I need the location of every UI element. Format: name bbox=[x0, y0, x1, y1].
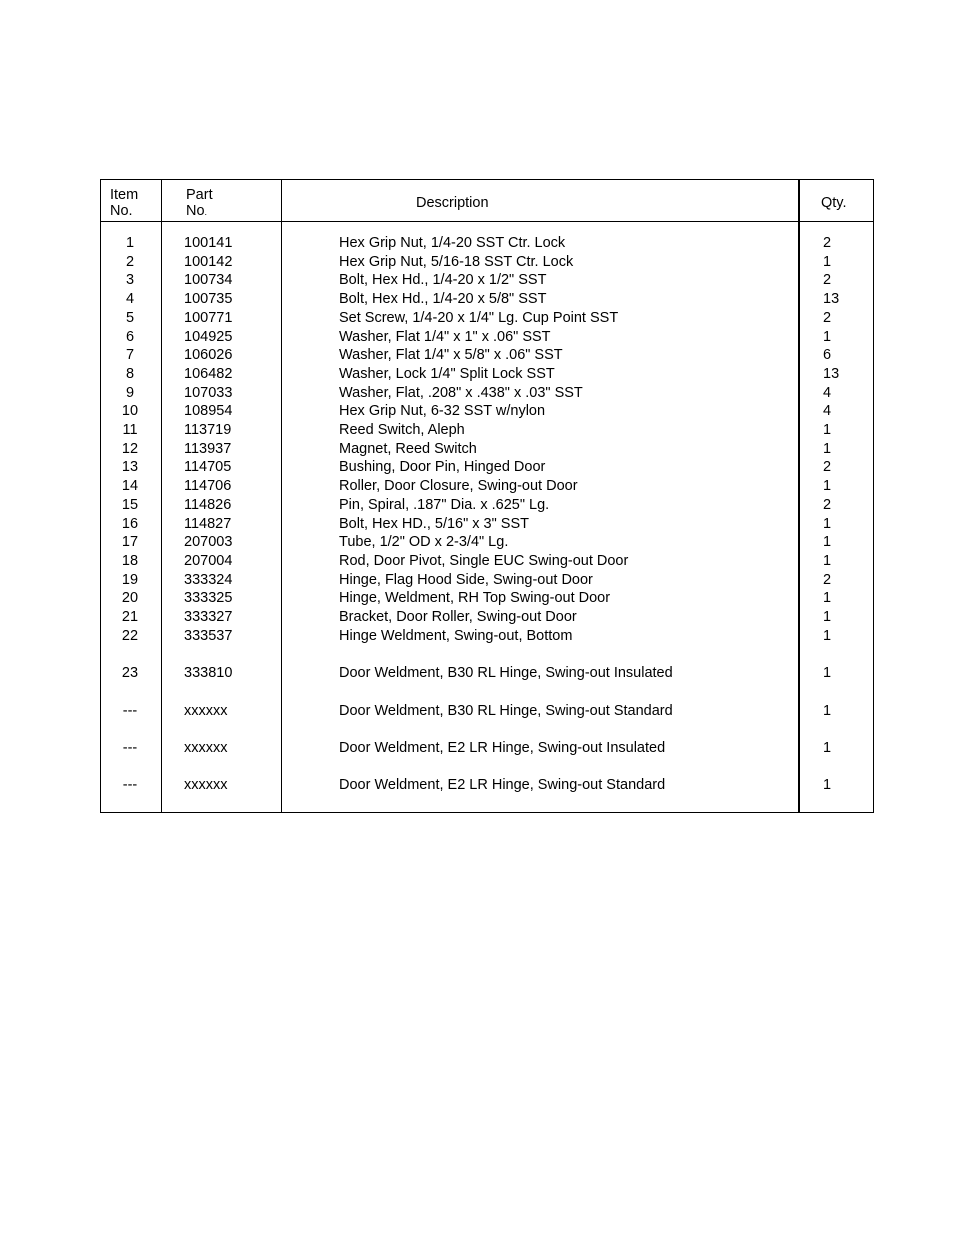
cell-item-no: 11 bbox=[122, 422, 138, 438]
cell-item-no: 5 bbox=[125, 309, 135, 326]
cell-qty: 1 bbox=[823, 328, 832, 345]
cell-qty: 13 bbox=[823, 291, 840, 308]
cell-description: Hinge, Flag Hood Side, Swing-out Door bbox=[339, 571, 593, 588]
table-row bbox=[101, 271, 873, 290]
cell-qty: 1 bbox=[823, 590, 832, 607]
table-row bbox=[101, 571, 873, 590]
cell-part-no: 114827 bbox=[184, 515, 232, 532]
cell-part-no: 207003 bbox=[184, 534, 233, 551]
cell-description: Bolt, Hex Hd., 1/4-20 x 5/8" SST bbox=[339, 291, 547, 308]
header-item-line2: No. bbox=[110, 203, 133, 219]
cell-description: Washer, Flat, .208" x .438" x .03" SST bbox=[339, 384, 583, 401]
cell-part-no: xxxxxx bbox=[184, 702, 228, 719]
cell-item-no: 10 bbox=[121, 403, 139, 420]
cell-part-no: 100734 bbox=[184, 272, 233, 289]
table-row bbox=[101, 627, 873, 646]
cell-qty: 2 bbox=[823, 571, 832, 588]
cell-item-no: 9 bbox=[125, 384, 135, 401]
cell-part-no: 333537 bbox=[184, 627, 233, 644]
cell-qty: 1 bbox=[823, 478, 832, 495]
cell-description: Tube, 1/2" OD x 2-3/4" Lg. bbox=[339, 534, 509, 551]
table-row bbox=[101, 776, 873, 795]
table-row bbox=[101, 309, 873, 328]
cell-item-no: 15 bbox=[121, 496, 139, 513]
cell-description: Hex Grip Nut, 1/4-20 SST Ctr. Lock bbox=[339, 235, 566, 251]
cell-description: Door Weldment, E2 LR Hinge, Swing-out Insulated bbox=[339, 739, 666, 756]
cell-item-no: 18 bbox=[121, 552, 139, 569]
cell-qty: 1 bbox=[823, 552, 832, 569]
cell-qty: 6 bbox=[823, 347, 832, 364]
table-row bbox=[101, 421, 873, 440]
cell-part-no: 107033 bbox=[184, 384, 233, 401]
table-row bbox=[101, 515, 873, 534]
table-row bbox=[101, 365, 873, 384]
header-part-line1: Part bbox=[186, 187, 213, 203]
header-part-no-dot: . bbox=[204, 207, 208, 217]
cell-item-no: 19 bbox=[121, 571, 139, 588]
cell-qty: 2 bbox=[823, 272, 832, 289]
cell-qty: 1 bbox=[823, 534, 832, 551]
cell-description: Magnet, Reed Switch bbox=[339, 440, 477, 457]
cell-item-no: --- bbox=[122, 777, 138, 794]
cell-part-no: 114826 bbox=[184, 496, 232, 513]
cell-description: Reed Switch, Aleph bbox=[339, 422, 465, 438]
cell-item-no: --- bbox=[122, 739, 138, 756]
cell-part-no: xxxxxx bbox=[184, 777, 228, 794]
cell-part-no: 100141 bbox=[184, 235, 233, 251]
parts-list-table bbox=[100, 179, 874, 813]
cell-item-no: 2 bbox=[125, 253, 135, 270]
cell-description: Washer, Flat 1/4" x 5/8" x .06" SST bbox=[339, 347, 563, 364]
cell-description: Bolt, Hex Hd., 1/4-20 x 1/2" SST bbox=[339, 272, 547, 289]
table-row bbox=[101, 234, 873, 253]
cell-description: Set Screw, 1/4-20 x 1/4" Lg. Cup Point SST bbox=[339, 309, 619, 326]
cell-item-no: 13 bbox=[121, 459, 139, 476]
cell-description: Hinge Weldment, Swing-out, Bottom bbox=[339, 627, 573, 644]
header-part-no-text: No bbox=[186, 203, 205, 219]
cell-part-no: 113719 bbox=[184, 422, 232, 438]
cell-part-no: 207004 bbox=[184, 552, 233, 569]
cell-item-no: 20 bbox=[121, 590, 139, 607]
cell-description: Door Weldment, E2 LR Hinge, Swing-out Standard bbox=[339, 777, 666, 794]
cell-item-no: 6 bbox=[125, 328, 135, 345]
cell-part-no: 108954 bbox=[184, 403, 233, 420]
cell-qty: 1 bbox=[823, 665, 832, 682]
cell-description: Door Weldment, B30 RL Hinge, Swing-out Insulated bbox=[339, 665, 673, 682]
cell-item-no: 8 bbox=[125, 365, 135, 382]
cell-item-no: 22 bbox=[121, 627, 139, 644]
table-row bbox=[101, 552, 873, 571]
cell-part-no: 333810 bbox=[184, 665, 233, 682]
cell-description: Bushing, Door Pin, Hinged Door bbox=[339, 459, 546, 476]
cell-item-no: 16 bbox=[121, 515, 139, 532]
cell-item-no: 1 bbox=[125, 235, 135, 251]
table-row bbox=[101, 702, 873, 721]
table-row bbox=[101, 533, 873, 552]
cell-part-no: 104925 bbox=[184, 328, 233, 345]
cell-item-no: 7 bbox=[125, 347, 135, 364]
table-row bbox=[101, 496, 873, 515]
table-row bbox=[101, 739, 873, 758]
cell-item-no: 14 bbox=[121, 478, 139, 495]
cell-qty: 4 bbox=[823, 403, 832, 420]
cell-part-no: 100771 bbox=[184, 309, 233, 326]
cell-item-no: 17 bbox=[121, 534, 139, 551]
cell-item-no: --- bbox=[122, 702, 138, 719]
cell-qty: 2 bbox=[823, 459, 832, 476]
cell-part-no: 106482 bbox=[184, 365, 233, 382]
header-item-line1: Item bbox=[110, 187, 139, 203]
table-row bbox=[101, 253, 873, 272]
cell-description: Pin, Spiral, .187" Dia. x .625" Lg. bbox=[339, 496, 550, 513]
cell-description: Roller, Door Closure, Swing-out Door bbox=[339, 478, 578, 495]
table-row bbox=[101, 290, 873, 309]
header-description: Description bbox=[416, 195, 489, 211]
table-row bbox=[101, 328, 873, 347]
cell-part-no: xxxxxx bbox=[184, 739, 228, 756]
cell-qty: 1 bbox=[823, 702, 832, 719]
cell-qty: 2 bbox=[823, 309, 832, 326]
table-row bbox=[101, 458, 873, 477]
cell-description: Hex Grip Nut, 5/16-18 SST Ctr. Lock bbox=[339, 253, 574, 270]
table-row bbox=[101, 346, 873, 365]
cell-part-no: 114706 bbox=[184, 478, 232, 495]
table-row bbox=[101, 440, 873, 459]
cell-description: Bracket, Door Roller, Swing-out Door bbox=[339, 609, 577, 625]
cell-qty: 13 bbox=[823, 365, 840, 382]
cell-item-no: 23 bbox=[121, 665, 139, 682]
cell-qty: 2 bbox=[823, 496, 832, 513]
cell-qty: 1 bbox=[823, 253, 832, 270]
table-row bbox=[101, 589, 873, 608]
cell-description: Hex Grip Nut, 6-32 SST w/nylon bbox=[339, 403, 546, 420]
cell-qty: 4 bbox=[823, 384, 832, 401]
header-qty: Qty. bbox=[821, 195, 847, 211]
cell-qty: 1 bbox=[823, 627, 832, 644]
cell-part-no: 114705 bbox=[184, 459, 232, 476]
cell-description: Hinge, Weldment, RH Top Swing-out Door bbox=[339, 590, 611, 607]
table-row bbox=[101, 664, 873, 683]
cell-part-no: 333327 bbox=[184, 609, 233, 625]
cell-part-no: 113937 bbox=[184, 440, 232, 457]
cell-item-no: 3 bbox=[125, 272, 135, 289]
cell-qty: 1 bbox=[823, 440, 832, 457]
cell-item-no: 4 bbox=[125, 291, 135, 308]
cell-item-no: 12 bbox=[121, 440, 139, 457]
cell-part-no: 106026 bbox=[184, 347, 233, 364]
cell-part-no: 333325 bbox=[184, 590, 233, 607]
cell-qty: 1 bbox=[823, 739, 832, 756]
cell-item-no: 21 bbox=[121, 609, 139, 625]
cell-qty: 1 bbox=[823, 777, 832, 794]
cell-qty: 1 bbox=[823, 422, 832, 438]
cell-description: Door Weldment, B30 RL Hinge, Swing-out Standard bbox=[339, 702, 673, 719]
header-item-no bbox=[110, 187, 138, 219]
cell-description: Bolt, Hex HD., 5/16" x 3" SST bbox=[339, 515, 530, 532]
cell-qty: 2 bbox=[823, 235, 832, 251]
table-row bbox=[101, 402, 873, 421]
header-part-no bbox=[186, 187, 213, 220]
table-row bbox=[101, 477, 873, 496]
table-row bbox=[101, 608, 873, 627]
cell-part-no: 100735 bbox=[184, 291, 233, 308]
header-divider bbox=[101, 221, 873, 222]
cell-description: Washer, Lock 1/4" Split Lock SST bbox=[339, 365, 555, 382]
header-part-line2 bbox=[186, 203, 213, 220]
cell-qty: 1 bbox=[823, 515, 832, 532]
cell-qty: 1 bbox=[823, 609, 832, 625]
cell-part-no: 100142 bbox=[184, 253, 233, 270]
table-row bbox=[101, 384, 873, 403]
cell-description: Washer, Flat 1/4" x 1" x .06" SST bbox=[339, 328, 551, 345]
cell-description: Rod, Door Pivot, Single EUC Swing-out Door bbox=[339, 552, 629, 569]
cell-part-no: 333324 bbox=[184, 571, 233, 588]
